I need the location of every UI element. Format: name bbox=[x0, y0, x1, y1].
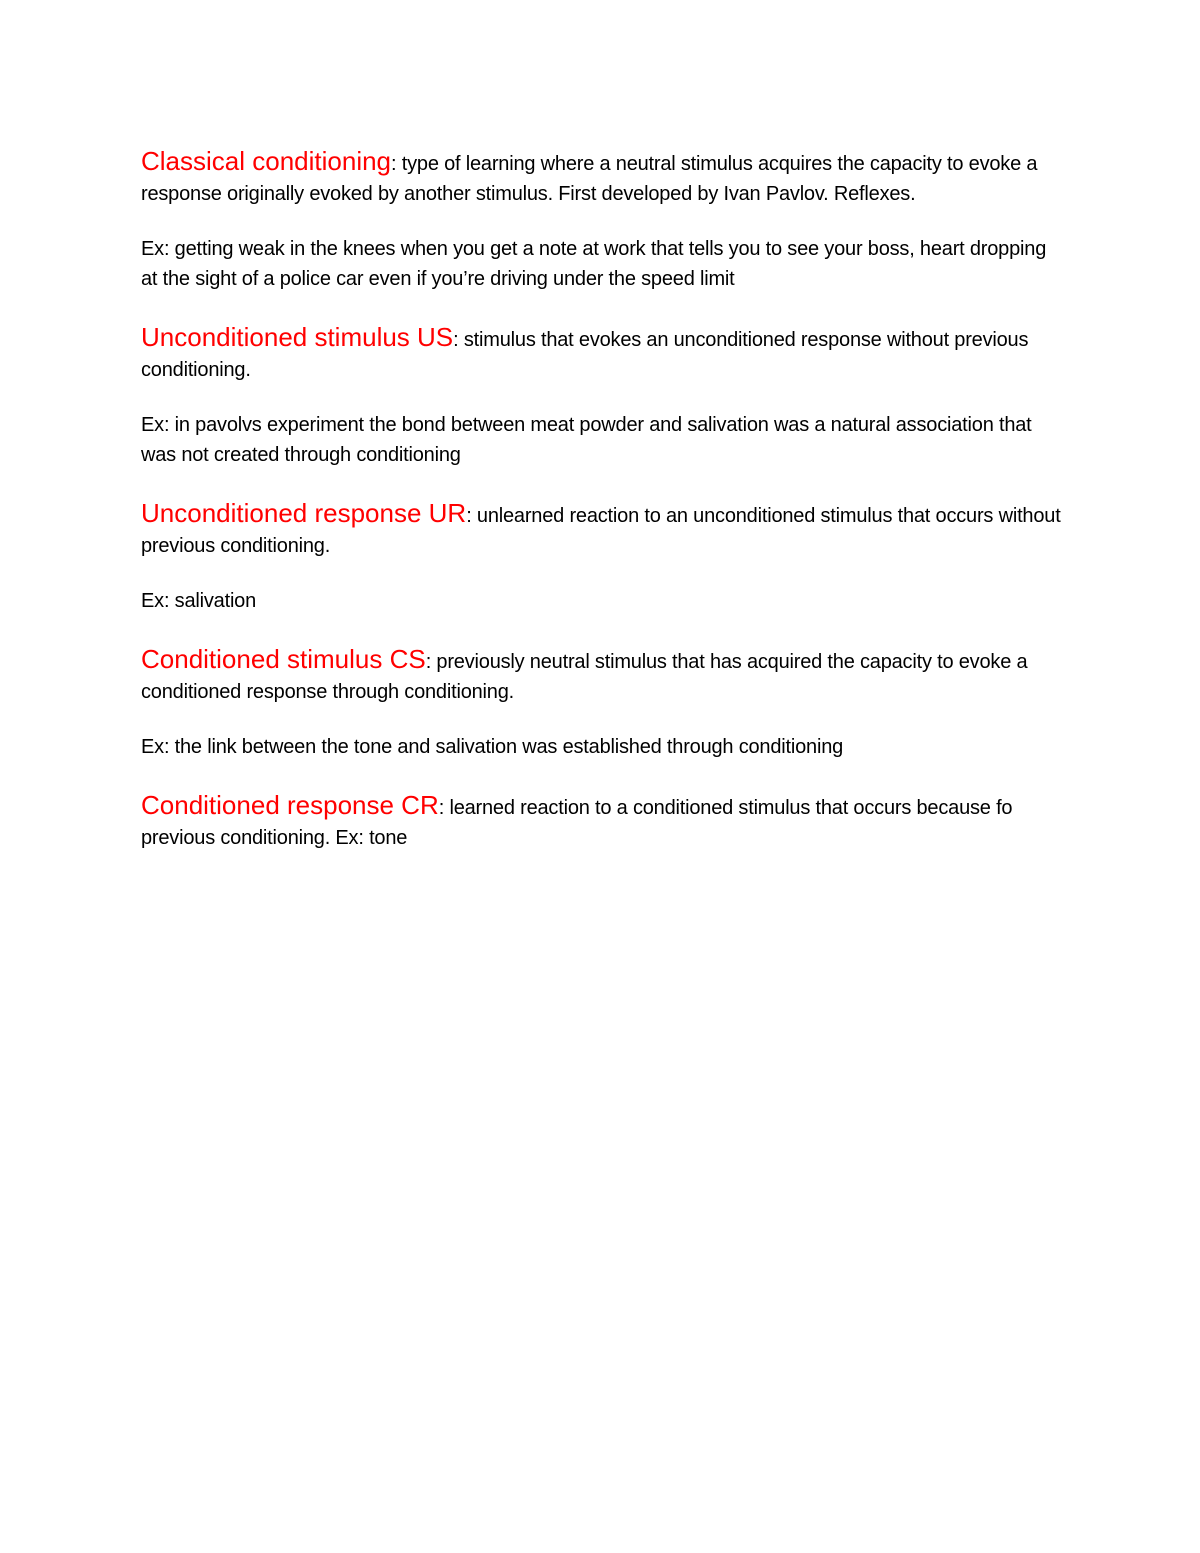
term-label: Unconditioned stimulus US bbox=[141, 322, 454, 352]
definition-unconditioned-stimulus bbox=[141, 322, 1061, 385]
example-unconditioned-stimulus: Ex: in pavolvs experiment the bond between meat powder and salivation was a natural association that was not created through conditioning bbox=[141, 414, 1032, 466]
notes-content bbox=[141, 146, 1061, 853]
term-label: Conditioned response CR bbox=[141, 790, 439, 820]
term-label: Classical conditioning bbox=[141, 146, 392, 176]
example-unconditioned-response: Ex: salivation bbox=[141, 590, 257, 612]
term-label: Conditioned stimulus CS bbox=[141, 644, 426, 674]
example-conditioned-stimulus: Ex: the link between the tone and salivation was established through conditioning bbox=[141, 736, 844, 758]
definition-text: : unlearned reaction to an unconditioned stimulus that occurs without previous conditioning. bbox=[141, 505, 1061, 557]
example-classical-conditioning: Ex: getting weak in the knees when you get a note at work that tells you to see your boss, heart dropping at the sight of a police car even if you’re driving under the speed limit bbox=[141, 238, 1047, 290]
definition-text: : learned reaction to a conditioned stimulus that occurs because fo previous conditioning. Ex: tone bbox=[141, 797, 1013, 849]
definition-conditioned-response bbox=[141, 790, 1061, 853]
definition-text: : type of learning where a neutral stimulus acquires the capacity to evoke a response originally evoked by another stimulus. First developed by Ivan Pavlov. Reflexes. bbox=[141, 153, 1038, 205]
definition-text: : stimulus that evokes an unconditioned response without previous conditioning. bbox=[141, 329, 1029, 381]
definition-conditioned-stimulus bbox=[141, 644, 1061, 707]
definition-classical-conditioning bbox=[141, 146, 1061, 209]
definition-unconditioned-response bbox=[141, 498, 1061, 561]
term-label: Unconditioned response UR bbox=[141, 498, 467, 528]
definition-text: : previously neutral stimulus that has acquired the capacity to evoke a conditioned response through conditioning. bbox=[141, 651, 1028, 703]
